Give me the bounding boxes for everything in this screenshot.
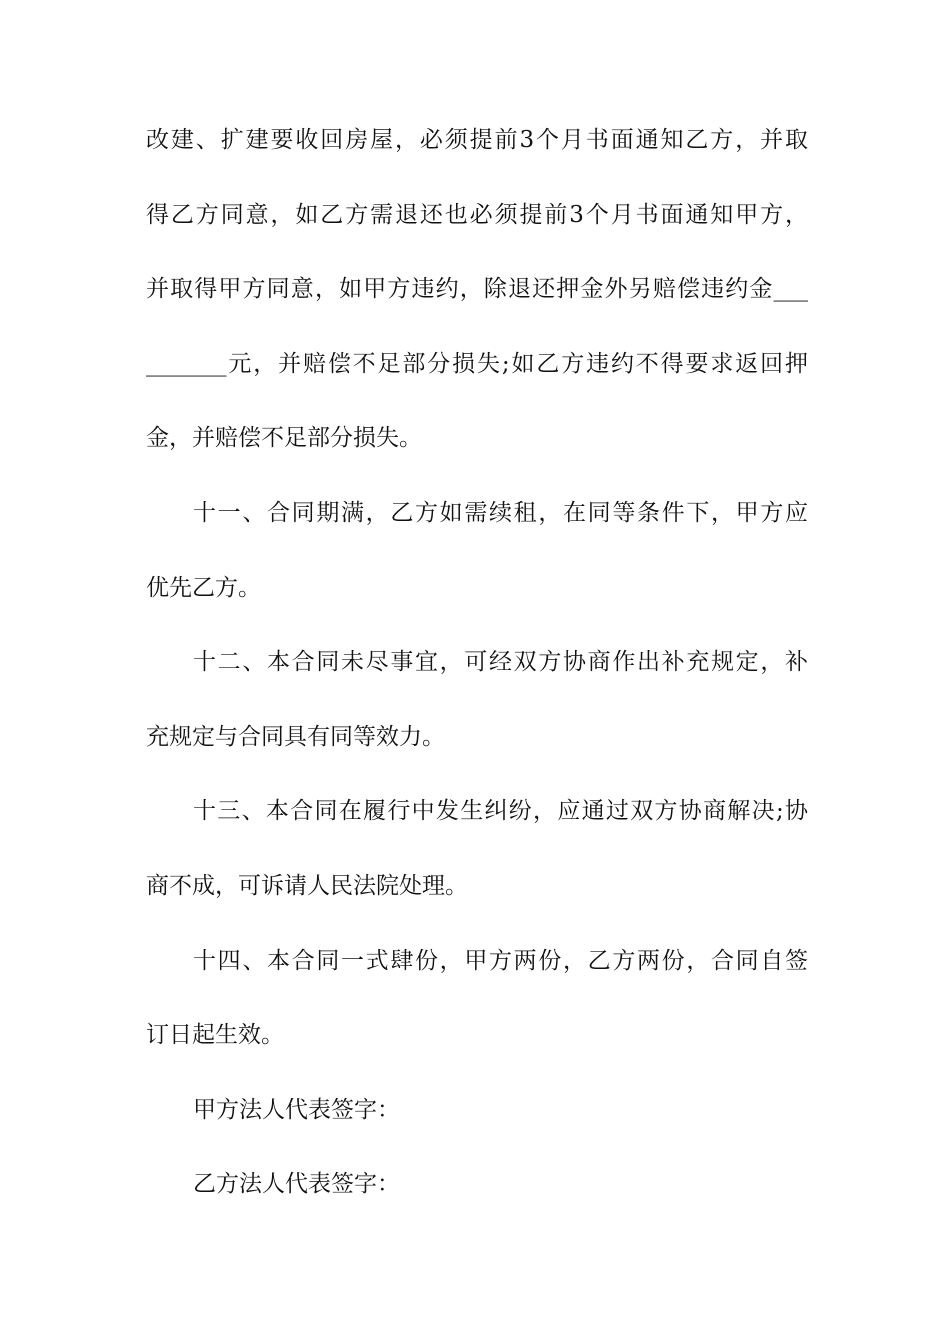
text-line: 得乙方同意，如乙方需退还也必须提前3个月书面通知甲方， xyxy=(146,201,808,228)
party-a-signature-label: 甲方法人代表签字： xyxy=(193,1096,400,1123)
text-line: 优先乙方。 xyxy=(146,574,261,601)
party-b-signature-label: 乙方法人代表签字： xyxy=(193,1171,400,1198)
text-line: 商不成，可诉请人民法院处理。 xyxy=(146,872,468,899)
text-line: _______元，并赔偿不足部分损失;如乙方违约不得要求返回押 xyxy=(146,350,808,377)
text-line: 金，并赔偿不足部分损失。 xyxy=(146,425,422,452)
text-line: 订日起生效。 xyxy=(146,1022,284,1049)
contract-body xyxy=(146,128,808,1247)
text-line: 改建、扩建要收回房屋，必须提前3个月书面通知乙方，并取 xyxy=(146,127,808,153)
clause-12-line: 十二、本合同未尽事宜，可经双方协商作出补充规定，补 xyxy=(193,649,808,676)
text-line: 并取得甲方同意，如甲方违约，除退还押金外另赔偿违约金___ xyxy=(146,276,808,303)
text-line: 充规定与合同具有同等效力。 xyxy=(146,723,445,750)
clause-14-line: 十四、本合同一式肆份，甲方两份，乙方两份，合同自签 xyxy=(193,947,808,974)
clause-11-line: 十一、合同期满，乙方如需续租，在同等条件下，甲方应 xyxy=(193,499,808,526)
clause-13-line: 十三、本合同在履行中发生纠纷，应通过双方协商解决;协 xyxy=(193,798,808,825)
